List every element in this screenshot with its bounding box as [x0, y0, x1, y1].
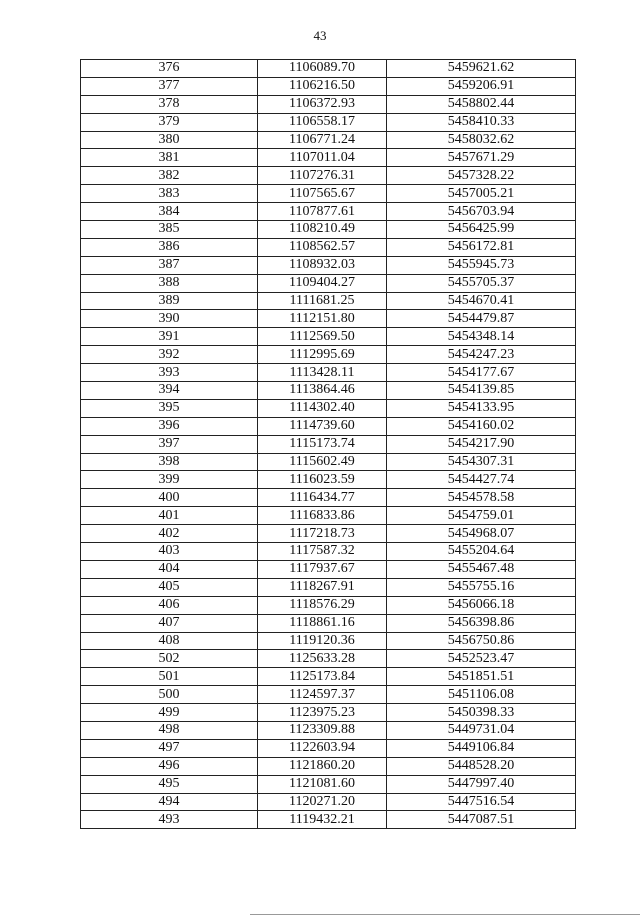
table-row — [81, 775, 576, 793]
y-coordinate-cell: 5456703.94 — [387, 203, 576, 221]
x-coordinate-cell: 1122603.94 — [258, 739, 387, 757]
table-row — [81, 221, 576, 239]
table-row — [81, 650, 576, 668]
table-row — [81, 721, 576, 739]
y-coordinate-cell: 5457328.22 — [387, 167, 576, 185]
y-coordinate-cell: 5457671.29 — [387, 149, 576, 167]
y-coordinate-cell: 5456750.86 — [387, 632, 576, 650]
y-coordinate-cell: 5450398.33 — [387, 704, 576, 722]
point-number-cell: 403 — [81, 543, 258, 561]
table-row — [81, 614, 576, 632]
point-number-cell: 498 — [81, 721, 258, 739]
x-coordinate-cell: 1121860.20 — [258, 757, 387, 775]
y-coordinate-cell: 5454217.90 — [387, 435, 576, 453]
table-row — [81, 95, 576, 113]
table-row — [81, 292, 576, 310]
x-coordinate-cell: 1107276.31 — [258, 167, 387, 185]
point-number-cell: 497 — [81, 739, 258, 757]
x-coordinate-cell: 1121081.60 — [258, 775, 387, 793]
table-row — [81, 507, 576, 525]
y-coordinate-cell: 5447087.51 — [387, 811, 576, 829]
point-number-cell: 388 — [81, 274, 258, 292]
y-coordinate-cell: 5454759.01 — [387, 507, 576, 525]
y-coordinate-cell: 5449106.84 — [387, 739, 576, 757]
point-number-cell: 502 — [81, 650, 258, 668]
point-number-cell: 398 — [81, 453, 258, 471]
point-number-cell: 377 — [81, 77, 258, 95]
y-coordinate-cell: 5454578.58 — [387, 489, 576, 507]
x-coordinate-cell: 1118861.16 — [258, 614, 387, 632]
point-number-cell: 499 — [81, 704, 258, 722]
x-coordinate-cell: 1119432.21 — [258, 811, 387, 829]
coordinates-table — [80, 59, 576, 829]
table-row — [81, 632, 576, 650]
table-row — [81, 417, 576, 435]
y-coordinate-cell: 5447997.40 — [387, 775, 576, 793]
table-row — [81, 346, 576, 364]
point-number-cell: 501 — [81, 668, 258, 686]
x-coordinate-cell: 1108210.49 — [258, 221, 387, 239]
x-coordinate-cell: 1123975.23 — [258, 704, 387, 722]
point-number-cell: 385 — [81, 221, 258, 239]
y-coordinate-cell: 5454427.74 — [387, 471, 576, 489]
point-number-cell: 381 — [81, 149, 258, 167]
y-coordinate-cell: 5454670.41 — [387, 292, 576, 310]
x-coordinate-cell: 1117218.73 — [258, 525, 387, 543]
point-number-cell: 383 — [81, 185, 258, 203]
table-row — [81, 578, 576, 596]
x-coordinate-cell: 1117937.67 — [258, 560, 387, 578]
x-coordinate-cell: 1115602.49 — [258, 453, 387, 471]
point-number-cell: 402 — [81, 525, 258, 543]
point-number-cell: 376 — [81, 60, 258, 78]
x-coordinate-cell: 1123309.88 — [258, 721, 387, 739]
y-coordinate-cell: 5459206.91 — [387, 77, 576, 95]
point-number-cell: 495 — [81, 775, 258, 793]
point-number-cell: 392 — [81, 346, 258, 364]
table-row — [81, 811, 576, 829]
x-coordinate-cell: 1107877.61 — [258, 203, 387, 221]
x-coordinate-cell: 1112569.50 — [258, 328, 387, 346]
table-row — [81, 131, 576, 149]
y-coordinate-cell: 5451106.08 — [387, 686, 576, 704]
y-coordinate-cell: 5455467.48 — [387, 560, 576, 578]
point-number-cell: 394 — [81, 382, 258, 400]
point-number-cell: 387 — [81, 256, 258, 274]
x-coordinate-cell: 1115173.74 — [258, 435, 387, 453]
table-row — [81, 256, 576, 274]
point-number-cell: 396 — [81, 417, 258, 435]
x-coordinate-cell: 1108932.03 — [258, 256, 387, 274]
point-number-cell: 386 — [81, 238, 258, 256]
y-coordinate-cell: 5454968.07 — [387, 525, 576, 543]
table-row — [81, 328, 576, 346]
y-coordinate-cell: 5455945.73 — [387, 256, 576, 274]
footer-divider — [250, 914, 640, 915]
y-coordinate-cell: 5455705.37 — [387, 274, 576, 292]
y-coordinate-cell: 5451851.51 — [387, 668, 576, 686]
point-number-cell: 493 — [81, 811, 258, 829]
table-row — [81, 310, 576, 328]
point-number-cell: 379 — [81, 113, 258, 131]
x-coordinate-cell: 1106771.24 — [258, 131, 387, 149]
table-row — [81, 185, 576, 203]
point-number-cell: 400 — [81, 489, 258, 507]
y-coordinate-cell: 5456172.81 — [387, 238, 576, 256]
x-coordinate-cell: 1112995.69 — [258, 346, 387, 364]
x-coordinate-cell: 1111681.25 — [258, 292, 387, 310]
x-coordinate-cell: 1119120.36 — [258, 632, 387, 650]
point-number-cell: 408 — [81, 632, 258, 650]
table-row — [81, 757, 576, 775]
table-row — [81, 238, 576, 256]
x-coordinate-cell: 1125633.28 — [258, 650, 387, 668]
table-row — [81, 149, 576, 167]
point-number-cell: 404 — [81, 560, 258, 578]
y-coordinate-cell: 5454160.02 — [387, 417, 576, 435]
y-coordinate-cell: 5447516.54 — [387, 793, 576, 811]
table-row — [81, 435, 576, 453]
point-number-cell: 399 — [81, 471, 258, 489]
y-coordinate-cell: 5454348.14 — [387, 328, 576, 346]
point-number-cell: 405 — [81, 578, 258, 596]
table-row — [81, 489, 576, 507]
y-coordinate-cell: 5456066.18 — [387, 596, 576, 614]
table-row — [81, 364, 576, 382]
table-row — [81, 543, 576, 561]
table-row — [81, 560, 576, 578]
point-number-cell: 393 — [81, 364, 258, 382]
table-row — [81, 704, 576, 722]
point-number-cell: 397 — [81, 435, 258, 453]
x-coordinate-cell: 1113428.11 — [258, 364, 387, 382]
x-coordinate-cell: 1117587.32 — [258, 543, 387, 561]
x-coordinate-cell: 1106216.50 — [258, 77, 387, 95]
point-number-cell: 391 — [81, 328, 258, 346]
table-row — [81, 471, 576, 489]
y-coordinate-cell: 5458802.44 — [387, 95, 576, 113]
table-row — [81, 113, 576, 131]
y-coordinate-cell: 5454177.67 — [387, 364, 576, 382]
y-coordinate-cell: 5454247.23 — [387, 346, 576, 364]
x-coordinate-cell: 1120271.20 — [258, 793, 387, 811]
table-row — [81, 739, 576, 757]
y-coordinate-cell: 5456398.86 — [387, 614, 576, 632]
x-coordinate-cell: 1114302.40 — [258, 399, 387, 417]
x-coordinate-cell: 1113864.46 — [258, 382, 387, 400]
x-coordinate-cell: 1112151.80 — [258, 310, 387, 328]
x-coordinate-cell: 1116434.77 — [258, 489, 387, 507]
table-row — [81, 793, 576, 811]
y-coordinate-cell: 5452523.47 — [387, 650, 576, 668]
point-number-cell: 494 — [81, 793, 258, 811]
point-number-cell: 407 — [81, 614, 258, 632]
x-coordinate-cell: 1118267.91 — [258, 578, 387, 596]
point-number-cell: 496 — [81, 757, 258, 775]
table-row — [81, 399, 576, 417]
y-coordinate-cell: 5449731.04 — [387, 721, 576, 739]
y-coordinate-cell: 5454479.87 — [387, 310, 576, 328]
x-coordinate-cell: 1106558.17 — [258, 113, 387, 131]
x-coordinate-cell: 1116833.86 — [258, 507, 387, 525]
table-row — [81, 382, 576, 400]
x-coordinate-cell: 1108562.57 — [258, 238, 387, 256]
coordinates-table-body — [81, 60, 576, 829]
x-coordinate-cell: 1107565.67 — [258, 185, 387, 203]
table-row — [81, 60, 576, 78]
point-number-cell: 384 — [81, 203, 258, 221]
x-coordinate-cell: 1106372.93 — [258, 95, 387, 113]
y-coordinate-cell: 5448528.20 — [387, 757, 576, 775]
y-coordinate-cell: 5457005.21 — [387, 185, 576, 203]
y-coordinate-cell: 5454307.31 — [387, 453, 576, 471]
x-coordinate-cell: 1109404.27 — [258, 274, 387, 292]
x-coordinate-cell: 1125173.84 — [258, 668, 387, 686]
y-coordinate-cell: 5455755.16 — [387, 578, 576, 596]
point-number-cell: 390 — [81, 310, 258, 328]
x-coordinate-cell: 1114739.60 — [258, 417, 387, 435]
table-row — [81, 686, 576, 704]
point-number-cell: 382 — [81, 167, 258, 185]
y-coordinate-cell: 5459621.62 — [387, 60, 576, 78]
x-coordinate-cell: 1107011.04 — [258, 149, 387, 167]
x-coordinate-cell: 1118576.29 — [258, 596, 387, 614]
point-number-cell: 401 — [81, 507, 258, 525]
point-number-cell: 395 — [81, 399, 258, 417]
table-row — [81, 596, 576, 614]
x-coordinate-cell: 1106089.70 — [258, 60, 387, 78]
y-coordinate-cell: 5458032.62 — [387, 131, 576, 149]
table-row — [81, 525, 576, 543]
table-row — [81, 203, 576, 221]
table-row — [81, 274, 576, 292]
point-number-cell: 378 — [81, 95, 258, 113]
page-number: 43 — [313, 28, 327, 43]
x-coordinate-cell: 1116023.59 — [258, 471, 387, 489]
x-coordinate-cell: 1124597.37 — [258, 686, 387, 704]
table-row — [81, 668, 576, 686]
y-coordinate-cell: 5454139.85 — [387, 382, 576, 400]
y-coordinate-cell: 5454133.95 — [387, 399, 576, 417]
point-number-cell: 406 — [81, 596, 258, 614]
y-coordinate-cell: 5458410.33 — [387, 113, 576, 131]
table-row — [81, 453, 576, 471]
y-coordinate-cell: 5455204.64 — [387, 543, 576, 561]
table-row — [81, 167, 576, 185]
point-number-cell: 389 — [81, 292, 258, 310]
point-number-cell: 380 — [81, 131, 258, 149]
point-number-cell: 500 — [81, 686, 258, 704]
y-coordinate-cell: 5456425.99 — [387, 221, 576, 239]
table-row — [81, 77, 576, 95]
